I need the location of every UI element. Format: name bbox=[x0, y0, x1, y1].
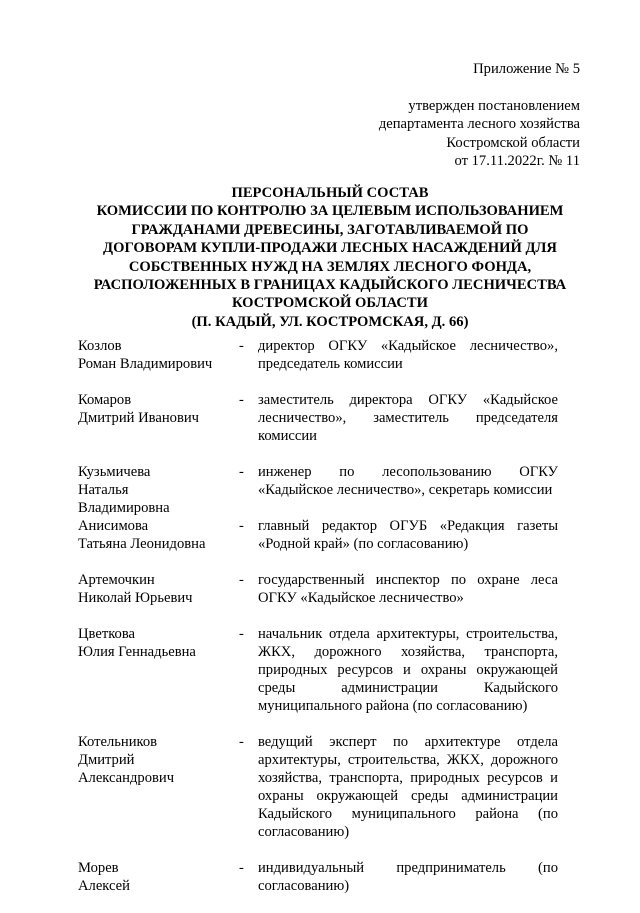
member-name-line: Кузьмичева bbox=[78, 464, 151, 480]
approval-line: от 17.11.2022г. № 11 bbox=[454, 152, 580, 169]
member-name bbox=[78, 391, 228, 427]
document-heading bbox=[60, 184, 600, 331]
member-name-line: Цветкова bbox=[78, 626, 136, 642]
member-role: ведущий эксперт по архитектуре отдела архитектуры, строительства, ЖКХ, дорожного хозяйства, транспорта, природных ресурсов и охраны окружающей среды администрации Кадыйского муниципального района (по согласованию) bbox=[258, 734, 558, 840]
member-name-line: Алексей bbox=[78, 878, 130, 894]
member-dash: - bbox=[239, 860, 244, 876]
approval-line: утвержден постановлением bbox=[408, 98, 580, 114]
appendix-label: Приложение № 5 bbox=[473, 61, 580, 77]
approval-block bbox=[379, 97, 580, 170]
member-name-line: Дмитрий Иванович bbox=[78, 410, 199, 426]
member-name bbox=[78, 571, 228, 607]
member-role: инженер по лесопользованию ОГКУ «Кадыйское лесничество», секретарь комиссии bbox=[258, 464, 558, 498]
member-entry bbox=[0, 517, 640, 553]
member-entry bbox=[0, 733, 640, 841]
member-entry bbox=[0, 463, 640, 516]
member-dash: - bbox=[239, 338, 244, 354]
member-name-line: Николай Юрьевич bbox=[78, 590, 193, 606]
member-dash: - bbox=[239, 572, 244, 588]
member-role: главный редактор ОГУБ «Редакция газеты «Родной край» (по согласованию) bbox=[258, 518, 558, 552]
member-entry bbox=[0, 391, 640, 445]
member-name-line: Комаров bbox=[78, 392, 132, 408]
member-name-line: Александрович bbox=[78, 770, 175, 786]
approval-line: департамента лесного хозяйства bbox=[378, 116, 580, 133]
member-dash: - bbox=[239, 392, 244, 408]
member-entry bbox=[0, 571, 640, 607]
member-name-line: Юлия Геннадьевна bbox=[78, 644, 196, 660]
approval-line: Костромской области bbox=[446, 134, 580, 151]
member-name-line: Котельников bbox=[78, 734, 158, 750]
member-dash: - bbox=[239, 464, 244, 480]
member-dash: - bbox=[239, 626, 244, 642]
members-list bbox=[0, 337, 640, 913]
member-name bbox=[78, 859, 228, 895]
member-name bbox=[78, 517, 228, 553]
member-entry bbox=[0, 337, 640, 373]
member-name-line: Анисимова bbox=[78, 518, 149, 534]
member-role: директор ОГКУ «Кадыйское лесничество», председатель комиссии bbox=[258, 338, 558, 372]
member-role: начальник отдела архитектуры, строительства, ЖКХ, дорожного хозяйства, транспорта, природных ресурсов и охраны окружающей среды администрации Кадыйского муниципального района (по согласованию) bbox=[258, 626, 558, 714]
heading-line: РАСПОЛОЖЕННЫХ В ГРАНИЦАХ КАДЫЙСКОГО ЛЕСНИЧЕСТВА bbox=[93, 277, 567, 294]
heading-line: КОСТРОМСКОЙ ОБЛАСТИ bbox=[231, 295, 429, 312]
member-name bbox=[78, 337, 228, 373]
member-name bbox=[78, 463, 228, 517]
member-name-line: Наталья bbox=[78, 482, 129, 498]
heading-line: ПЕРСОНАЛЬНЫЙ СОСТАВ bbox=[231, 185, 429, 201]
member-name-line: Морев bbox=[78, 860, 119, 876]
member-dash: - bbox=[239, 518, 244, 534]
member-name-line: Козлов bbox=[78, 338, 122, 354]
member-entry bbox=[0, 859, 640, 895]
member-role: заместитель директора ОГКУ «Кадыйское лесничество», заместитель председателя комиссии bbox=[258, 392, 558, 444]
heading-line: ДОГОВОРАМ КУПЛИ-ПРОДАЖИ ЛЕСНЫХ НАСАЖДЕНИЙ ДЛЯ bbox=[103, 240, 557, 257]
member-role: индивидуальный предприниматель (по согласованию) bbox=[258, 860, 558, 894]
heading-line: СОБСТВЕННЫХ НУЖД НА ЗЕМЛЯХ ЛЕСНОГО ФОНДА, bbox=[128, 258, 532, 275]
member-name-line: Артемочкин bbox=[78, 572, 155, 588]
member-name-line: Владимировна bbox=[78, 500, 170, 516]
member-name-line: Татьяна Леонидовна bbox=[78, 536, 206, 552]
heading-line: КОМИССИИ ПО КОНТРОЛЮ ЗА ЦЕЛЕВЫМ ИСПОЛЬЗОВАНИЕМ bbox=[96, 203, 564, 220]
member-role: государственный инспектор по охране леса ОГКУ «Кадыйское лесничество» bbox=[258, 572, 558, 606]
heading-line: ГРАЖДАНАМИ ДРЕВЕСИНЫ, ЗАГОТАВЛИВАЕМОЙ ПО bbox=[131, 221, 529, 238]
member-name-line: Роман Владимирович bbox=[78, 356, 213, 372]
member-dash: - bbox=[239, 734, 244, 750]
member-entry bbox=[0, 625, 640, 715]
heading-line: (П. КАДЫЙ, УЛ. КОСТРОМСКАЯ, Д. 66) bbox=[191, 313, 469, 330]
member-name bbox=[78, 733, 228, 787]
member-name bbox=[78, 625, 228, 661]
member-name-line: Дмитрий bbox=[78, 752, 135, 768]
